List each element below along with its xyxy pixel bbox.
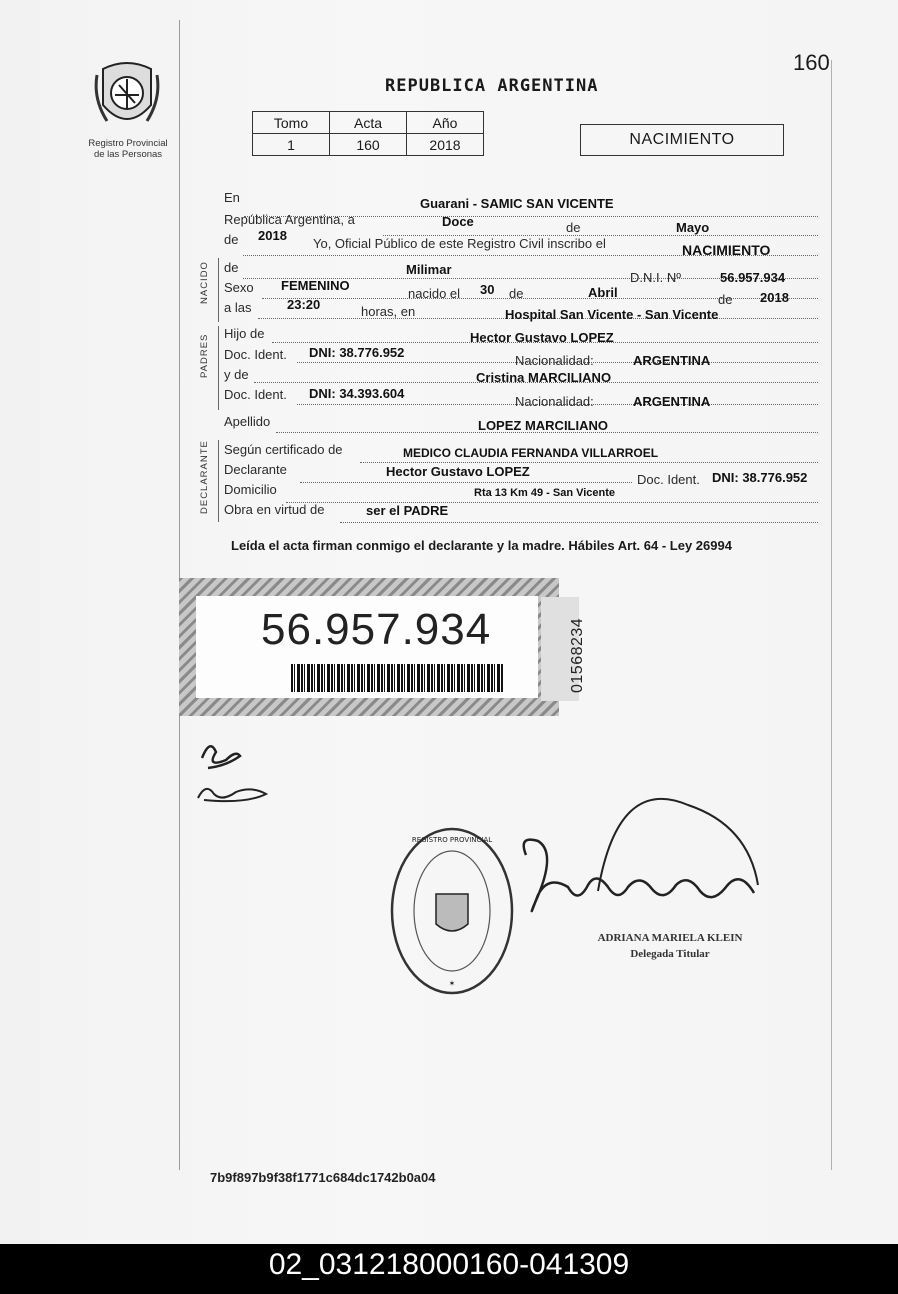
registry-ref-table — [252, 111, 484, 156]
cert-label: Según certificado de — [224, 442, 343, 457]
mother-nationality: ARGENTINA — [633, 394, 711, 409]
sexo-value: FEMENINO — [281, 278, 350, 293]
nacido-de2-label: de — [509, 286, 524, 301]
year-value: 2018 — [258, 228, 287, 243]
initials-signature — [196, 738, 276, 808]
birth-place: Hospital San Vicente - San Vicente — [505, 307, 719, 322]
registry-seal — [388, 826, 516, 996]
barcode — [291, 664, 504, 692]
page-number: 160 — [793, 50, 830, 75]
declarante-section-label: DECLARANTE — [199, 440, 210, 514]
svg-text:REGISTRO PROVINCIAL: REGISTRO PROVINCIAL — [411, 836, 493, 844]
nacido-el-label: nacido el — [408, 286, 461, 301]
month-value: Mayo — [676, 220, 710, 235]
nacido-dni: 56.957.934 — [720, 270, 786, 285]
alas-label: a las — [224, 300, 252, 315]
anio-header: Año — [407, 112, 484, 134]
birth-month: Abril — [588, 285, 618, 300]
dni-label: D.N.I. Nº — [630, 270, 681, 285]
mother-nat-label: Nacionalidad: — [515, 394, 594, 409]
tomo-value: 1 — [253, 134, 330, 156]
sticker-number: 56.957.934 — [261, 605, 492, 654]
padres-section-label: PADRES — [199, 333, 210, 378]
birth-year: 2018 — [760, 290, 789, 305]
yo-label: Yo, Oficial Público de este Registro Civil inscribo el — [313, 236, 606, 251]
nacido-de3-label: de — [718, 292, 733, 307]
anio-value: 2018 — [407, 134, 484, 156]
obra-value: ser el PADRE — [366, 503, 449, 518]
horas-label: horas, en — [361, 304, 416, 319]
declarante-value: Hector Gustavo LOPEZ — [386, 464, 530, 479]
domicilio-value: Rta 13 Km 49 - San Vicente — [474, 487, 616, 499]
dni-sticker — [179, 578, 559, 716]
republica-label: República Argentina, a — [224, 212, 355, 227]
official-signature — [508, 795, 773, 935]
place-value: Guarani - SAMIC SAN VICENTE — [420, 196, 614, 211]
country-title: REPUBLICA ARGENTINA — [385, 76, 599, 96]
right-margin-rule — [831, 60, 832, 1170]
father-doc-label: Doc. Ident. — [224, 347, 287, 362]
mother-doc: DNI: 34.393.604 — [309, 386, 405, 401]
footer-id: 02_031218000160-041309 — [268, 1248, 630, 1281]
tomo-header: Tomo — [253, 112, 330, 134]
svg-text:✶: ✶ — [448, 979, 456, 988]
decl-doc-label: Doc. Ident. — [637, 472, 700, 487]
acta-value: 160 — [330, 134, 407, 156]
nacido-de-label: de — [224, 260, 239, 275]
event-value: NACIMIENTO — [682, 242, 771, 258]
official-name-stamp: ADRIANA MARIELA KLEIN Delegada Titular — [597, 932, 743, 960]
closing-text: Leída el acta firman conmigo el declarante y la madre. Hábiles Art. 64 - Ley 26994 — [231, 538, 732, 553]
apellido-label: Apellido — [224, 414, 271, 429]
en-label: En — [224, 190, 240, 205]
birth-day: 30 — [480, 282, 495, 297]
birth-time: 23:20 — [287, 297, 321, 312]
day-value: Doce — [442, 214, 474, 229]
serial-number: 01568234 — [569, 617, 586, 693]
declarante-label: Declarante — [224, 462, 287, 477]
sticker-label — [196, 596, 538, 698]
mother-name: Cristina MARCILIANO — [476, 370, 612, 385]
nacido-name: Milimar — [406, 262, 452, 277]
logo-caption: Registro Provincial de las Personas — [88, 138, 168, 160]
domicilio-label: Domicilio — [224, 482, 277, 497]
father-nationality: ARGENTINA — [633, 353, 711, 368]
cert-value: MEDICO CLAUDIA FERNANDA VILLARROEL — [403, 446, 659, 460]
hijo-de-label: Hijo de — [224, 326, 265, 341]
nacido-section-label: NACIDO — [199, 261, 210, 304]
acta-header: Acta — [330, 112, 407, 134]
province-logo — [93, 55, 161, 135]
father-doc: DNI: 38.776.952 — [309, 345, 405, 360]
decl-doc: DNI: 38.776.952 — [712, 470, 808, 485]
de-label: de — [566, 220, 581, 235]
apellido-value: LOPEZ MARCILIANO — [478, 418, 608, 433]
serial-tab — [541, 597, 586, 701]
sexo-label: Sexo — [224, 280, 254, 295]
father-name: Hector Gustavo LOPEZ — [470, 330, 614, 345]
mother-doc-label: Doc. Ident. — [224, 387, 287, 402]
record-type-box: NACIMIENTO — [580, 124, 784, 156]
y-de-label: y de — [224, 367, 249, 382]
obra-label: Obra en virtud de — [224, 502, 325, 517]
father-nat-label: Nacionalidad: — [515, 353, 594, 368]
de2-label: de — [224, 232, 239, 247]
document-hash: 7b9f897b9f38f1771c684dc1742b0a04 — [210, 1170, 436, 1185]
